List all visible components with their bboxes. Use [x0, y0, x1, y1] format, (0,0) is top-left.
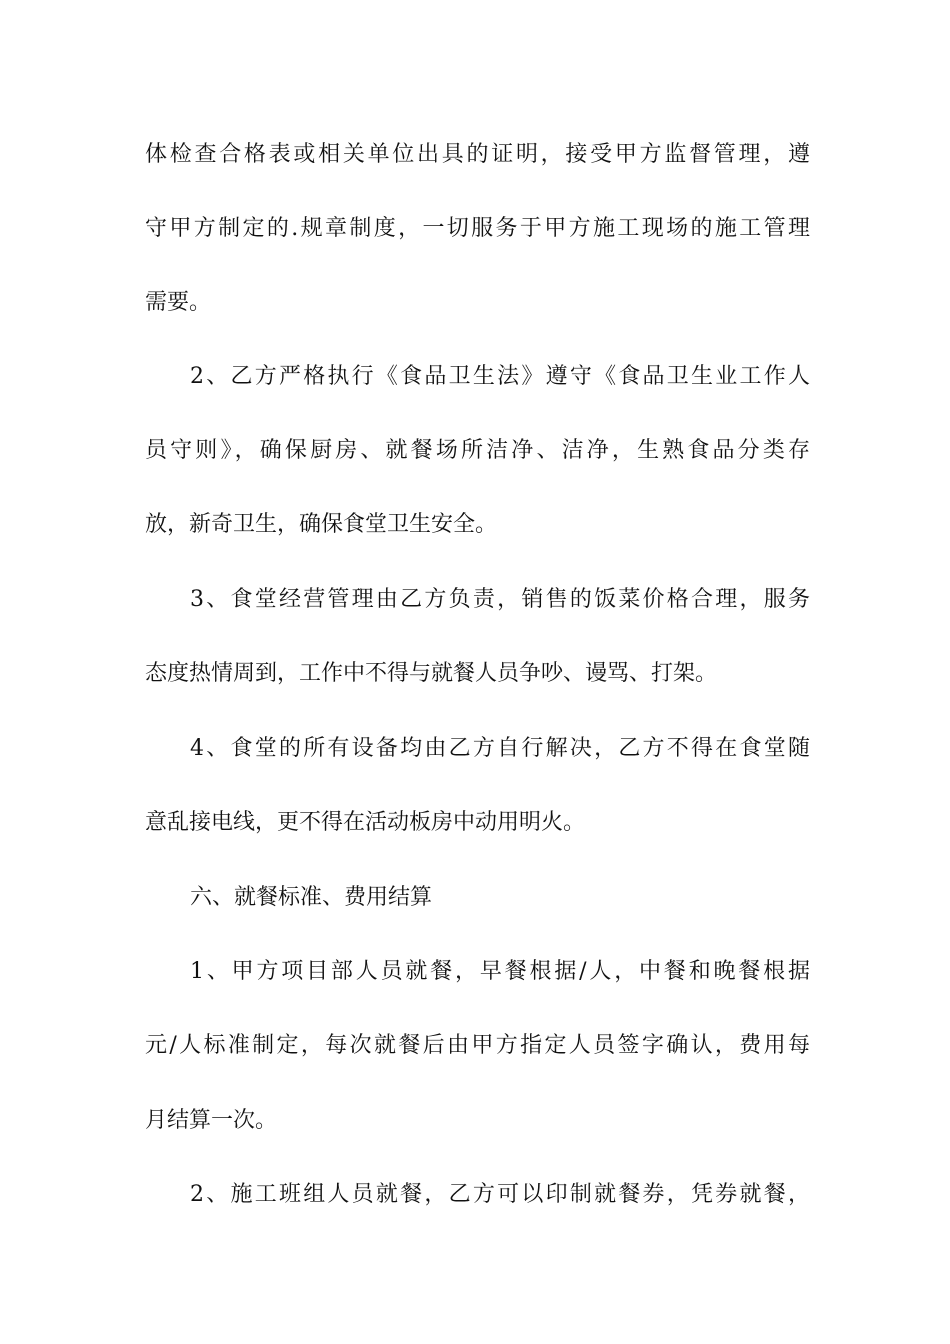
- paragraph-start-line: 4、食堂的所有设备均由乙方自行解决，乙方不得在食堂随: [190, 736, 810, 761]
- section-heading: 六、就餐标准、费用结算: [190, 885, 433, 910]
- paragraph-start-line: 3、食堂经营管理由乙方负责，销售的饭菜价格合理，服务: [190, 587, 810, 612]
- text-line: 守甲方制定的.规章制度，一切服务于甲方施工现场的施工管理: [145, 216, 810, 241]
- paragraph-start-line: 1、甲方项目部人员就餐，早餐根据/人，中餐和晚餐根据: [190, 959, 810, 984]
- paragraph-start-line: 2、乙方严格执行《食品卫生法》遵守《食品卫生业工作人: [190, 364, 810, 389]
- paragraph-start-line: 2、施工班组人员就餐，乙方可以印制就餐券，凭券就餐，: [190, 1182, 810, 1207]
- text-line: 放，新奇卫生，确保食堂卫生安全。: [145, 512, 498, 537]
- text-line: 体检查合格表或相关单位出具的证明，接受甲方监督管理，遵: [145, 142, 810, 167]
- text-line: 意乱接电线，更不得在活动板房中动用明火。: [145, 810, 586, 835]
- text-line: 员守则》，确保厨房、就餐场所洁净、洁净，生熟食品分类存: [145, 438, 810, 463]
- text-line: 态度热情周到，工作中不得与就餐人员争吵、谩骂、打架。: [145, 661, 718, 686]
- text-line: 元/人标准制定，每次就餐后由甲方指定人员签字确认，费用每: [145, 1033, 810, 1058]
- text-line: 月结算一次。: [145, 1108, 278, 1133]
- text-line: 需要。: [145, 290, 212, 315]
